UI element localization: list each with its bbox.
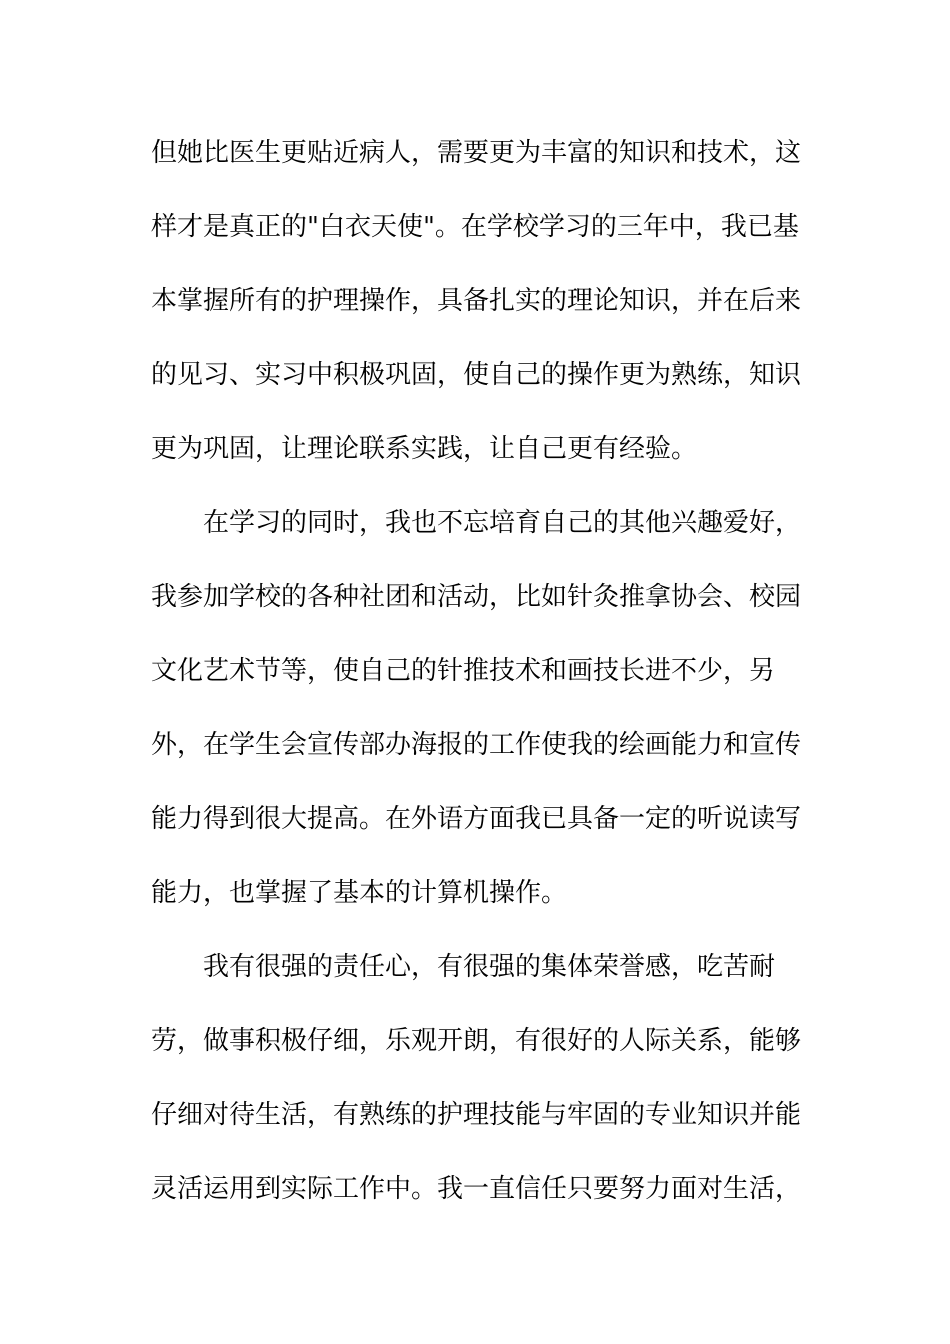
text-line: 灵活运用到实际工作中。我一直信任只要努力面对生活，	[151, 1174, 802, 1204]
text-line: 能力得到很大提高。在外语方面我已具备一定的听说读写	[151, 804, 802, 834]
text-line: 样才是真正的"白衣天使"。在学校学习的三年中，我已基	[151, 212, 799, 242]
text-line: 文化艺术节等，使自己的针推技术和画技长进不少，另	[151, 656, 776, 686]
text-line: 我有很强的责任心，有很强的集体荣誉感，吃苦耐	[203, 952, 776, 982]
paragraph-2	[151, 497, 802, 941]
paragraph-3	[151, 941, 802, 1237]
text-line: 劳，做事积极仔细，乐观开朗，有很好的人际关系，能够	[151, 1026, 802, 1056]
text-line: 仔细对待生活，有熟练的护理技能与牢固的专业知识并能	[151, 1100, 802, 1130]
text-line: 但她比医生更贴近病人，需要更为丰富的知识和技术，这	[151, 138, 802, 168]
text-line: 能力，也掌握了基本的计算机操作。	[151, 878, 568, 908]
paragraph-1	[151, 127, 802, 497]
text-line: 的见习、实习中积极巩固，使自己的操作更为熟练，知识	[151, 360, 802, 390]
text-line: 我参加学校的各种社团和活动，比如针灸推拿协会、校园	[151, 582, 802, 612]
text-line: 更为巩固，让理论联系实践，让自己更有经验。	[151, 434, 698, 464]
document-body	[151, 127, 802, 1237]
text-line: 在学习的同时，我也不忘培育自己的其他兴趣爱好，	[203, 508, 802, 538]
text-line: 本掌握所有的护理操作，具备扎实的理论知识，并在后来	[151, 286, 802, 316]
text-line: 外，在学生会宣传部办海报的工作使我的绘画能力和宣传	[151, 730, 802, 760]
